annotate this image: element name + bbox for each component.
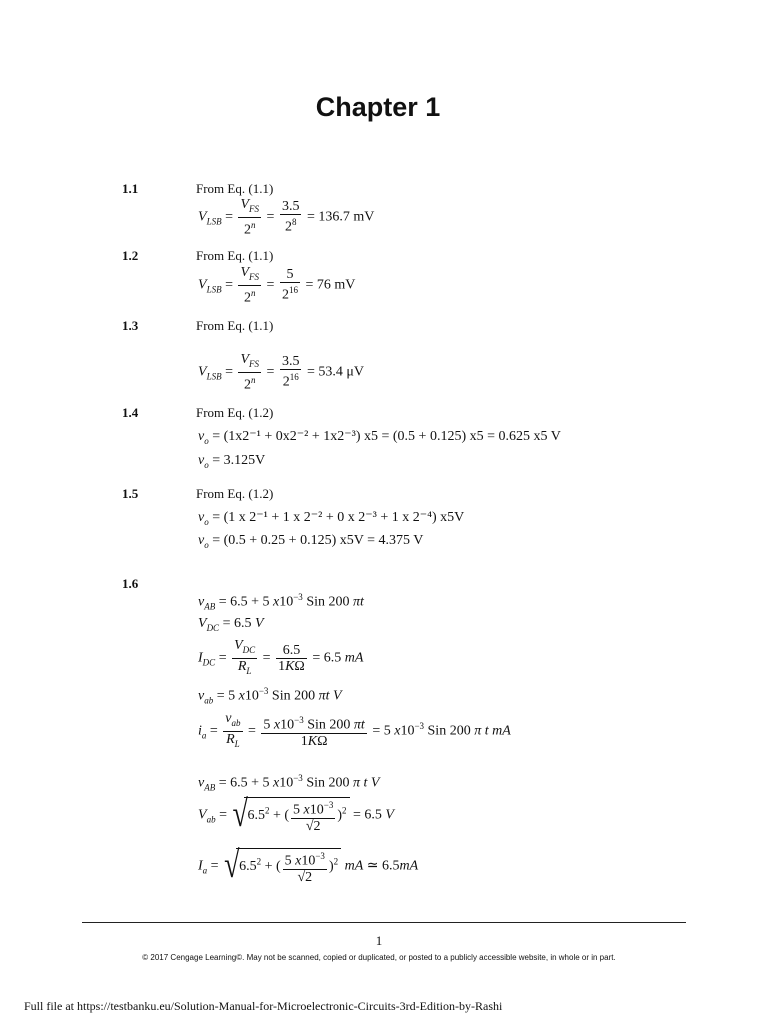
equation-reference: From Eq. (1.1) <box>196 181 274 196</box>
result-1-5-a: (1 x 2⁻¹ + 1 x 2⁻² + 0 x 2⁻³ + 1 x 2⁻⁴) x5V <box>223 510 465 525</box>
equation-1-5-b: $v_o = (0.5 + 0.25 + 0.125) x5V = 4.375$ V <box>198 533 424 550</box>
equation-1-6-g: $V_{ab}$ = √ $6.5^2$ + ( $\frac{5 x10^{-3}}{√2}$ )$^2$ = 6.5 V <box>198 793 394 836</box>
equation-1-6-h: $I_a$ = √ $6.5^2$ + ( $\frac{5 x10^{-3}}{√2}$ )$^2$ mA ≃ 6.5mA <box>198 844 419 887</box>
equation-1-3: $V_{LSB}$ = $\frac{V_{FS}}{2^n}$ = $\frac{3.5}{2^{16}}$ = 53.4 μV <box>198 352 364 393</box>
equation-1-4-b: $v_o = 3.125V$ <box>198 453 266 470</box>
equation-reference: From Eq. (1.2) <box>196 486 274 501</box>
problem-number: 1.5 <box>122 486 139 501</box>
result-1-4-a: (1x2⁻¹ + 0x2⁻² + 1x2⁻³) x5 = (0.5 + 0.125) x5 = 0.625 x5 V <box>223 429 561 444</box>
footer-divider <box>82 922 686 923</box>
result-1-5-b: (0.5 + 0.25 + 0.125) x5V = 4.375 V <box>223 533 424 548</box>
equation-1-4-a: $v_o = (1x2^{-1} + 0x2^{-2} + 1x2^{-3}) x5 = (0.5 + 0.125) x5 = 0.625$ x5 V <box>198 429 561 446</box>
equation-reference: From Eq. (1.1) <box>196 248 274 263</box>
problem-number: 1.1 <box>122 181 139 196</box>
equation-1-2: $V_{LSB}$ = $\frac{V_{FS}}{2^n}$ = $\frac{5}{2^{16}}$ = 76 mV <box>198 265 356 306</box>
equation-1-6-a: $v_{AB} = 6.5 + 5$ $x10^{-3}$ Sin 200 πt <box>198 592 364 612</box>
source-url-line: Full file at https://testbanku.eu/Solution-Manual-for-Microelectronic-Circuits-3rd-Edition-by-Rashi <box>24 999 503 1013</box>
problem-number: 1.4 <box>122 405 139 420</box>
result-1-4-b: 3.125V <box>223 453 266 468</box>
equation-1-6-e: $i_a$ = $\frac{v_{ab}}{R_L}$ = $\frac{5 x10^{-3} Sin 200 \pi t}{1K\Omega}$ = 5 $x10^{-3}$ Sin 200 π t mA <box>198 711 511 750</box>
copyright-notice: © 2017 Cengage Learning©. May not be scanned, copied or duplicated, or posted to a publicly accessible website, in whole or in part. <box>142 953 616 962</box>
problem-number: 1.3 <box>122 318 139 333</box>
equation-1-6-b: $V_{DC} = 6.5$ V <box>198 616 264 633</box>
equation-1-6-c: $I_{DC}$ = $\frac{V_{DC}}{R_L}$ = $\frac{6.5}{1K\Omega}$ = 6.5 mA <box>198 638 364 676</box>
equation-1-6-f: $v_{AB} = 6.5 + 5$ $x10^{-3}$ Sin 200 π t V <box>198 773 380 793</box>
result-1-2: 76 mV <box>316 277 356 293</box>
result-1-1: 136.7 mV <box>318 209 375 225</box>
problem-number: 1.6 <box>122 576 139 591</box>
equation-1-5-a: $v_o = (1$ x 2⁻¹ + 1 x 2⁻² + 0 x 2⁻³ + 1 x 2⁻⁴) x5V <box>198 510 465 527</box>
equation-1-1: $V_{LSB}$ = $\frac{V_{FS}}{2^n}$ = $\frac{3.5}{2^8}$ = 136.7 mV <box>198 197 375 238</box>
result-1-3: 53.4 μV <box>318 364 364 380</box>
page-number: 1 <box>375 933 383 948</box>
equation-reference: From Eq. (1.2) <box>196 405 274 420</box>
problem-number: 1.2 <box>122 248 139 263</box>
equation-1-6-d: $v_{ab} = 5$ $x10^{-3}$ Sin 200 πt V <box>198 686 342 706</box>
equation-reference: From Eq. (1.1) <box>196 318 274 333</box>
chapter-title: Chapter 1 <box>315 92 441 122</box>
